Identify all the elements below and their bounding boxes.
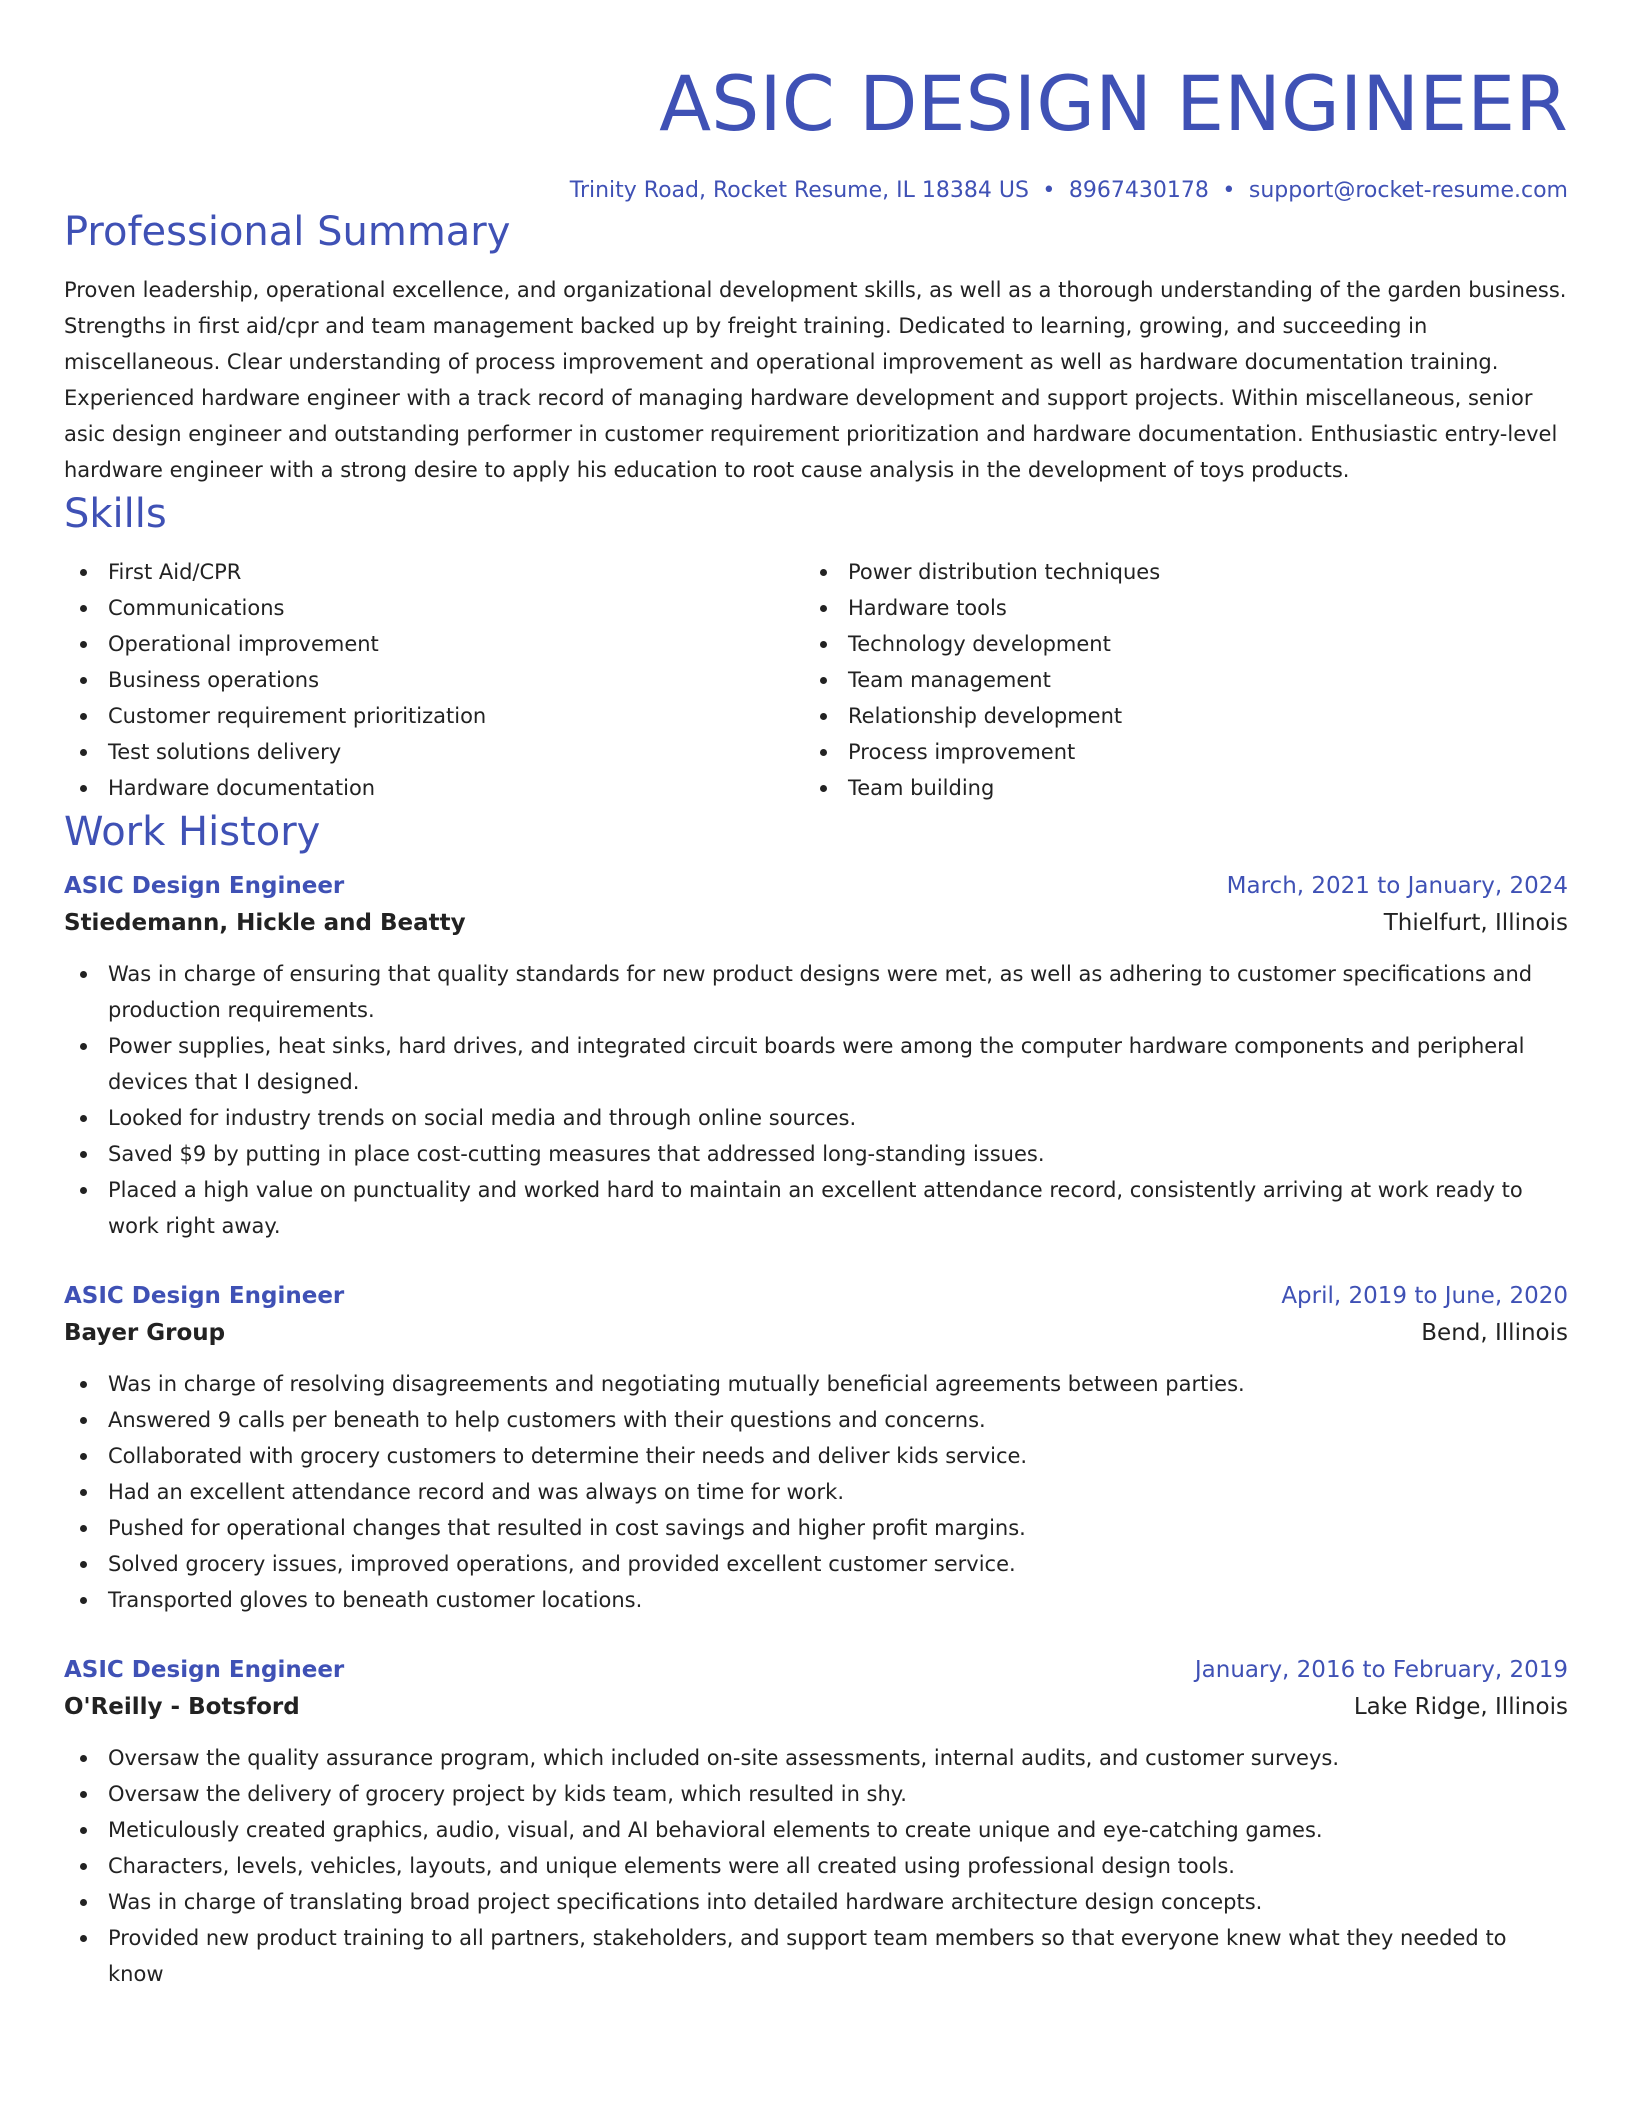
- job-header: [64, 1652, 1568, 1688]
- job-entry: [64, 1278, 1568, 1618]
- job-bullet: Oversaw the delivery of grocery project by kids team, which resulted in shy.: [64, 1776, 1568, 1812]
- job-bullets: [64, 1740, 1568, 1992]
- job-subheader: [64, 1688, 1568, 1726]
- job-header: [64, 868, 1568, 904]
- job-bullet: Collaborated with grocery customers to determine their needs and deliver kids service.: [64, 1438, 1568, 1474]
- contact-phone: 8967430178: [1068, 178, 1209, 203]
- job-bullet: Had an excellent attendance record and was always on time for work.: [64, 1474, 1568, 1510]
- job-bullet: Transported gloves to beneath customer locations.: [64, 1582, 1568, 1618]
- skill-item: Relationship development: [804, 698, 1544, 734]
- skills-section: [64, 488, 1568, 806]
- job-bullet: Solved grocery issues, improved operations, and provided excellent customer service.: [64, 1546, 1568, 1582]
- skills-heading: Skills: [64, 491, 167, 537]
- job-entry: [64, 1652, 1568, 1992]
- skill-item: Team building: [804, 770, 1544, 806]
- skills-list-right: [804, 554, 1544, 806]
- job-bullet: Pushed for operational changes that resulted in cost savings and higher profit margins.: [64, 1510, 1568, 1546]
- job-bullet: Characters, levels, vehicles, layouts, and unique elements were all created using professional design tools.: [64, 1848, 1568, 1884]
- job-bullet: Looked for industry trends on social media and through online sources.: [64, 1100, 1568, 1136]
- skills-columns: [64, 554, 1568, 806]
- resume-title: ASIC DESIGN ENGINEER: [659, 59, 1568, 148]
- skills-list-left: [64, 554, 804, 806]
- work-history-section: [64, 806, 1568, 1992]
- skill-item: Power distribution techniques: [804, 554, 1544, 590]
- job-title: ASIC Design Engineer: [64, 873, 345, 899]
- job-location: Thielfurt, Illinois: [1383, 910, 1568, 936]
- job-company: O'Reilly - Botsford: [64, 1694, 300, 1720]
- job-bullet: Was in charge of translating broad project specifications into detailed hardware architecture design concepts.: [64, 1884, 1568, 1920]
- job-subheader: [64, 1314, 1568, 1352]
- contact-separator: •: [1042, 178, 1056, 203]
- contact-address: Trinity Road, Rocket Resume, IL 18384 US: [569, 178, 1029, 203]
- skill-item: Hardware documentation: [64, 770, 804, 806]
- work-history-heading: Work History: [64, 809, 321, 855]
- skill-item: Operational improvement: [64, 626, 804, 662]
- skill-item: Customer requirement prioritization: [64, 698, 804, 734]
- job-header: [64, 1278, 1568, 1314]
- job-bullet: Was in charge of ensuring that quality standards for new product designs were met, as well as adhering to customer specifications and production requirements.: [64, 956, 1568, 1028]
- job-bullets: [64, 1366, 1568, 1618]
- job-title: ASIC Design Engineer: [64, 1283, 345, 1309]
- skill-item: Process improvement: [804, 734, 1544, 770]
- summary-heading: Professional Summary: [64, 209, 511, 255]
- job-location: Bend, Illinois: [1421, 1320, 1568, 1346]
- skill-item: Test solutions delivery: [64, 734, 804, 770]
- job-dates: January, 2016 to February, 2019: [1194, 1657, 1568, 1683]
- summary-text: Proven leadership, operational excellence, and organizational development skills, as well as a thorough understanding of the garden business. Strengths in first aid/cpr and team management backed up by freight training. Dedicated to learning, growing, and succeeding in miscellaneous. Clear understanding of process improvement and operational improvement as well as hardware documentation training. Experienced hardware engineer with a track record of managing hardware development and support projects. Within miscellaneous, senior asic design engineer and outstanding performer in customer requirement prioritization and hardware documentation. Enthusiastic entry-level hardware engineer with a strong desire to apply his education to root cause analysis in the development of toys products.: [64, 278, 1567, 482]
- job-dates: March, 2021 to January, 2024: [1226, 873, 1568, 899]
- skill-item: Business operations: [64, 662, 804, 698]
- job-bullet: Placed a high value on punctuality and worked hard to maintain an excellent attendance record, consistently arriving at work ready to work right away.: [64, 1172, 1568, 1244]
- skill-item: Communications: [64, 590, 804, 626]
- job-bullet: Answered 9 calls per beneath to help customers with their questions and concerns.: [64, 1402, 1568, 1438]
- job-company: Bayer Group: [64, 1320, 226, 1346]
- skill-item: Technology development: [804, 626, 1544, 662]
- skill-item: Team management: [804, 662, 1544, 698]
- job-bullet: Oversaw the quality assurance program, which included on-site assessments, internal audits, and customer surveys.: [64, 1740, 1568, 1776]
- job-bullet: Was in charge of resolving disagreements and negotiating mutually beneficial agreements between parties.: [64, 1366, 1568, 1402]
- resume-header: [64, 56, 1568, 206]
- contact-separator: •: [1222, 178, 1236, 203]
- job-bullets: [64, 956, 1568, 1244]
- job-bullet: Power supplies, heat sinks, hard drives, and integrated circuit boards were among the computer hardware components and peripheral devices that I designed.: [64, 1028, 1568, 1100]
- job-bullet: Meticulously created graphics, audio, visual, and AI behavioral elements to create unique and eye-catching games.: [64, 1812, 1568, 1848]
- job-bullet: Provided new product training to all partners, stakeholders, and support team members so that everyone knew what they needed to know: [64, 1920, 1568, 1992]
- job-subheader: [64, 904, 1568, 942]
- job-dates: April, 2019 to June, 2020: [1281, 1283, 1568, 1309]
- contact-email: support@rocket-resume.com: [1248, 178, 1568, 203]
- job-bullet: Saved $9 by putting in place cost-cutting measures that addressed long-standing issues.: [64, 1136, 1568, 1172]
- contact-line: [64, 176, 1568, 206]
- skill-item: Hardware tools: [804, 590, 1544, 626]
- job-location: Lake Ridge, Illinois: [1353, 1694, 1568, 1720]
- summary-section: [64, 206, 1568, 488]
- skill-item: First Aid/CPR: [64, 554, 804, 590]
- job-title: ASIC Design Engineer: [64, 1657, 345, 1683]
- job-company: Stiedemann, Hickle and Beatty: [64, 910, 466, 936]
- job-entry: [64, 868, 1568, 1244]
